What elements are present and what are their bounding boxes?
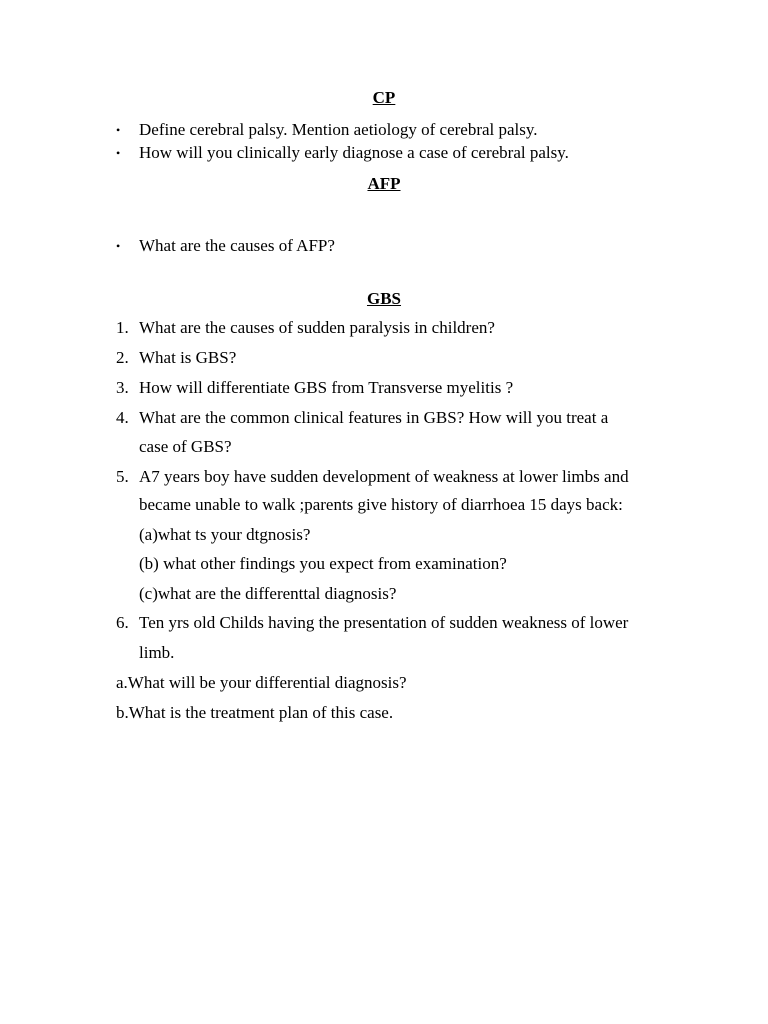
heading-cp: CP — [372, 88, 396, 107]
list-number: 1. — [116, 318, 129, 337]
list-item-text: Ten yrs old Childs having the presentation of sudden weakness of lower — [139, 613, 629, 632]
list-item-continuation: (c)what are the differenttal diagnosis? — [139, 584, 397, 603]
list-number: 4. — [116, 408, 129, 427]
list-item-continuation: case of GBS? — [139, 437, 232, 456]
list-item-text: What are the causes of sudden paralysis in children? — [139, 318, 495, 337]
list-item-continuation: became unable to walk ;parents give history of diarrhoea 15 days back: — [139, 495, 623, 514]
bullet-icon: • — [116, 239, 121, 253]
list-item-continuation: (b) what other findings you expect from examination? — [139, 554, 507, 573]
heading-afp: AFP — [367, 174, 401, 193]
list-number: 5. — [116, 467, 129, 486]
list-number: 6. — [116, 613, 129, 632]
list-item-text: What are the common clinical features in GBS? How will you treat a — [139, 408, 609, 427]
heading-gbs: GBS — [366, 289, 402, 308]
bullet-icon: • — [116, 146, 121, 160]
list-item-continuation: limb. — [139, 643, 175, 662]
list-item-text: What is GBS? — [139, 348, 237, 367]
list-number: 3. — [116, 378, 129, 397]
list-item-text: A7 years boy have sudden development of weakness at lower limbs and — [139, 467, 629, 486]
list-item-text: How will differentiate GBS from Transverse myelitis ? — [139, 378, 514, 397]
bullet-icon: • — [116, 123, 121, 137]
cp-item-1-text: Define cerebral palsy. Mention aetiology of cerebral palsy. — [139, 120, 538, 139]
cp-item-2-text: How will you clinically early diagnose a case of cerebral palsy. — [139, 143, 569, 162]
gbs-sub-item-a: a.What will be your differential diagnosis? — [116, 673, 407, 692]
list-number: 2. — [116, 348, 129, 367]
list-item-continuation: (a)what ts your dtgnosis? — [139, 525, 311, 544]
gbs-sub-item-b: b.What is the treatment plan of this case. — [116, 703, 394, 722]
afp-item-1-text: What are the causes of AFP? — [139, 236, 335, 255]
